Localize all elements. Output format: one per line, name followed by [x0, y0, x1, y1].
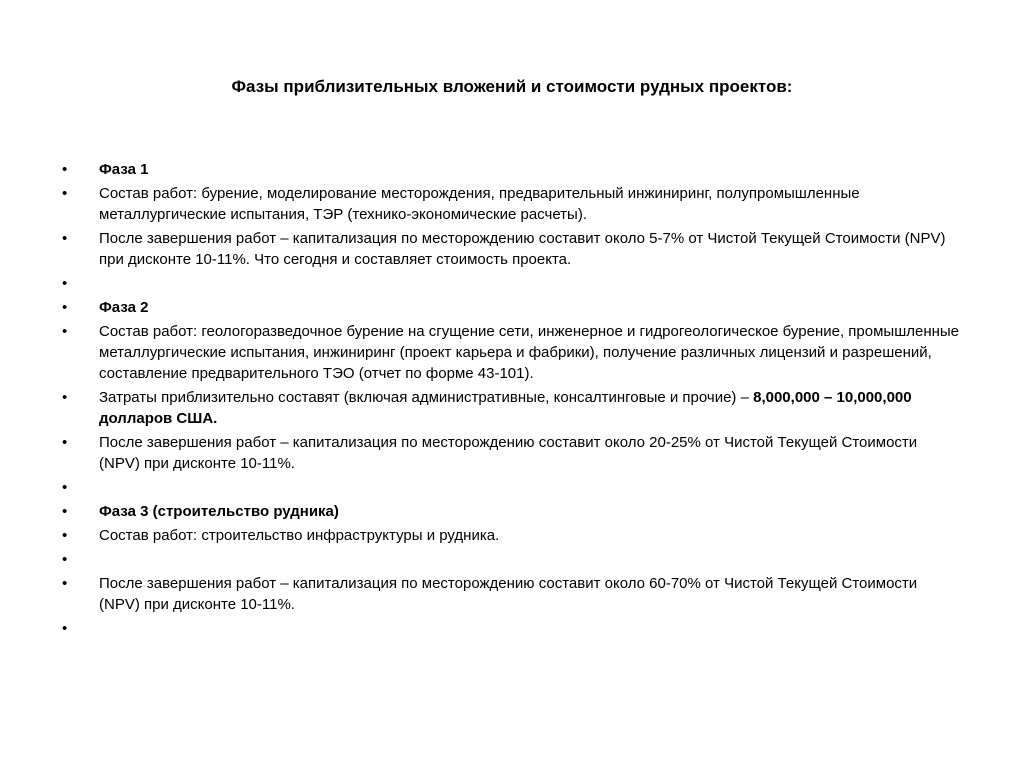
bullet-icon: •: [62, 527, 68, 544]
bullet-item-empty: [62, 618, 962, 639]
bullet-icon: •: [62, 620, 68, 637]
bullet-item-phase-1-scope: [62, 183, 962, 225]
bullet-icon: •: [62, 275, 68, 292]
bullet-item-empty: [62, 477, 962, 498]
phase-2-scope-text: Состав работ: геологоразведочное бурение на сгущение сети, инженерное и гидрогеологическое бурение, промышленные металлургические испытания, инжиниринг (проект карьера и фабрики), получение различных лицензий и разрешений, составление предварительного ТЭО (отчет по форме 43-101).: [99, 323, 960, 382]
bullet-icon: •: [62, 323, 68, 340]
phase-3-scope-text: Состав работ: строительство инфраструктуры и рудника.: [99, 527, 500, 544]
bullet-icon: •: [62, 389, 68, 406]
phase-1-result-text: После завершения работ – капитализация по месторождению составит около 5-7% от Чистой Текущей Стоимости (NPV) при дисконте 10-11%. Что сегодня и составляет стоимость проекта.: [99, 230, 946, 268]
phase-3-result-text: После завершения работ – капитализация по месторождению составит около 60-70% от Чистой Текущей Стоимости (NPV) при дисконте 10-11%.: [99, 575, 918, 613]
bullet-item-phase-3-heading: [62, 501, 962, 522]
bullet-item-phase-3-scope: [62, 525, 962, 546]
bullet-icon: •: [62, 299, 68, 316]
phase-3-heading: Фаза 3 (строительство рудника): [99, 503, 339, 520]
bullet-icon: •: [62, 185, 68, 202]
bullet-item-phase-2-scope: [62, 321, 962, 384]
bullet-icon: •: [62, 551, 68, 568]
bullet-icon: •: [62, 575, 68, 592]
bullet-icon: •: [62, 161, 68, 178]
bullet-icon: •: [62, 479, 68, 496]
phase-2-result-text: После завершения работ – капитализация по месторождению составит около 20-25% от Чистой Текущей Стоимости (NPV) при дисконте 10-11%.: [99, 434, 918, 472]
bullet-item-phase-1-result: [62, 228, 962, 270]
bullet-icon: •: [62, 230, 68, 247]
bullet-item-phase-2-result: [62, 432, 962, 474]
phase-2-costs-text: Затраты приблизительно составят (включая административные, консалтинговые и прочие) –: [99, 389, 754, 406]
bullet-item-phase-3-result: [62, 573, 962, 615]
bullet-icon: •: [62, 503, 68, 520]
slide-title: Фазы приблизительных вложений и стоимости рудных проектов:: [231, 77, 793, 96]
bullet-item-phase-2-costs: [62, 387, 962, 429]
phase-2-costs-amount: 8,000,000 – 10,000,000 долларов США.: [99, 389, 912, 427]
bullet-list: [62, 159, 962, 642]
bullet-item-empty: [62, 549, 962, 570]
bullet-item-phase-2-heading: [62, 297, 962, 318]
bullet-icon: •: [62, 434, 68, 451]
phase-1-scope-text: Состав работ: бурение, моделирование месторождения, предварительный инжиниринг, полупромышленные металлургические испытания, ТЭР (технико-экономические расчеты).: [99, 185, 860, 223]
phase-1-heading: Фаза 1: [99, 161, 149, 178]
bullet-item-empty: [62, 273, 962, 294]
phase-2-heading: Фаза 2: [99, 299, 149, 316]
bullet-item-phase-1-heading: [62, 159, 962, 180]
